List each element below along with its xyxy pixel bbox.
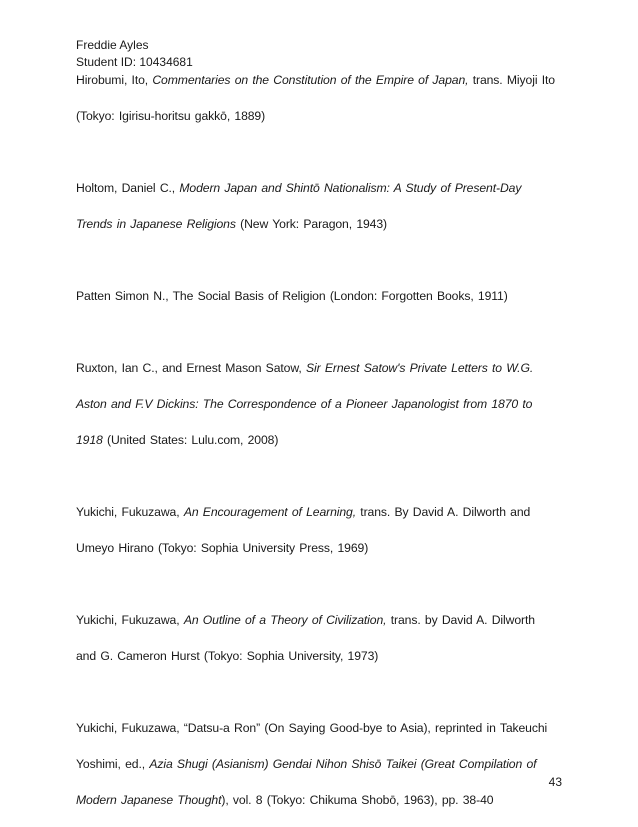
entry-line <box>76 647 566 683</box>
citation-text: Ruxton, Ian C., and Ernest Mason Satow, <box>76 361 306 375</box>
citation-text: trans. Miyoji Ito <box>468 73 555 87</box>
citation-text: (United States: Lulu.com, 2008) <box>102 433 279 447</box>
italic-title-text: Modern Japan and Shintō Nationalism: A Study of Present-Day <box>179 181 522 195</box>
entry-spacer <box>76 683 566 719</box>
citation-text: (New York: Paragon, 1943) <box>235 217 387 231</box>
citation-text: trans. by David A. Dilworth <box>386 613 535 627</box>
entry-line <box>76 215 566 251</box>
bibliography-list <box>76 71 566 827</box>
author-name: Freddie Ayles <box>76 38 149 52</box>
bibliography-entry <box>76 71 566 143</box>
italic-title-text: An Encouragement of Learning, <box>183 505 357 519</box>
bibliography-entry <box>76 287 566 323</box>
entry-line <box>76 503 566 539</box>
bibliography-entry <box>76 179 566 251</box>
entry-line <box>76 791 566 827</box>
bibliography-entry <box>76 503 566 575</box>
italic-title-text: Sir Ernest Satow's Private Letters to W.G. <box>305 361 534 375</box>
citation-text: Yukichi, Fukuzawa, “Datsu-a Ron” (On Saying Good-bye to Asia), reprinted in Takeuchi <box>76 721 548 735</box>
bibliography-entry <box>76 611 566 683</box>
entry-line <box>76 71 566 107</box>
entry-spacer <box>76 323 566 359</box>
entry-line <box>76 755 566 791</box>
italic-title-text: Commentaries on the Constitution of the Empire of Japan, <box>152 73 469 87</box>
entry-line <box>76 611 566 647</box>
citation-text: trans. By David A. Dilworth and <box>356 505 531 519</box>
citation-text: Yoshimi, ed., <box>76 757 150 771</box>
citation-text: ), vol. 8 (Tokyo: Chikuma Shobō, 1963), pp. 38-40 <box>221 793 494 807</box>
entry-spacer <box>76 251 566 287</box>
entry-spacer <box>76 467 566 503</box>
entry-line <box>76 719 566 755</box>
italic-title-text: Aston and F.V Dickins: The Correspondence of a Pioneer Japanologist from 1870 to <box>76 397 533 411</box>
bibliography-entry <box>76 359 566 467</box>
italic-title-text: An Outline of a Theory of Civilization, <box>183 613 387 627</box>
italic-title-text: Azia Shugi (Asianism) Gendai Nihon Shisō Taikei (Great Compilation of <box>149 757 537 771</box>
citation-text: Yukichi, Fukuzawa, <box>76 505 184 519</box>
entry-line <box>76 395 566 431</box>
entry-spacer <box>76 143 566 179</box>
citation-text: Hirobumi, Ito, <box>76 73 153 87</box>
citation-text: and G. Cameron Hurst (Tokyo: Sophia University, 1973) <box>76 649 379 663</box>
citation-text: Yukichi, Fukuzawa, <box>76 613 184 627</box>
entry-line <box>76 287 566 323</box>
italic-title-text: Trends in Japanese Religions <box>76 217 236 231</box>
citation-text: Holtom, Daniel C., <box>76 181 180 195</box>
page-number: 43 <box>548 775 562 789</box>
citation-text: Patten Simon N., The Social Basis of Religion (London: Forgotten Books, 1911) <box>76 289 508 303</box>
citation-text: (Tokyo: Igirisu-horitsu gakkō, 1889) <box>76 109 266 123</box>
page-header <box>76 37 193 71</box>
italic-title-text: Modern Japanese Thought <box>76 793 222 807</box>
entry-line <box>76 539 566 575</box>
student-id: Student ID: 10434681 <box>76 55 193 69</box>
entry-line <box>76 179 566 215</box>
entry-spacer <box>76 575 566 611</box>
entry-line <box>76 431 566 467</box>
entry-line <box>76 359 566 395</box>
italic-title-text: 1918 <box>76 433 103 447</box>
entry-line <box>76 107 566 143</box>
bibliography-entry <box>76 719 566 827</box>
citation-text: Umeyo Hirano (Tokyo: Sophia University Press, 1969) <box>76 541 369 555</box>
